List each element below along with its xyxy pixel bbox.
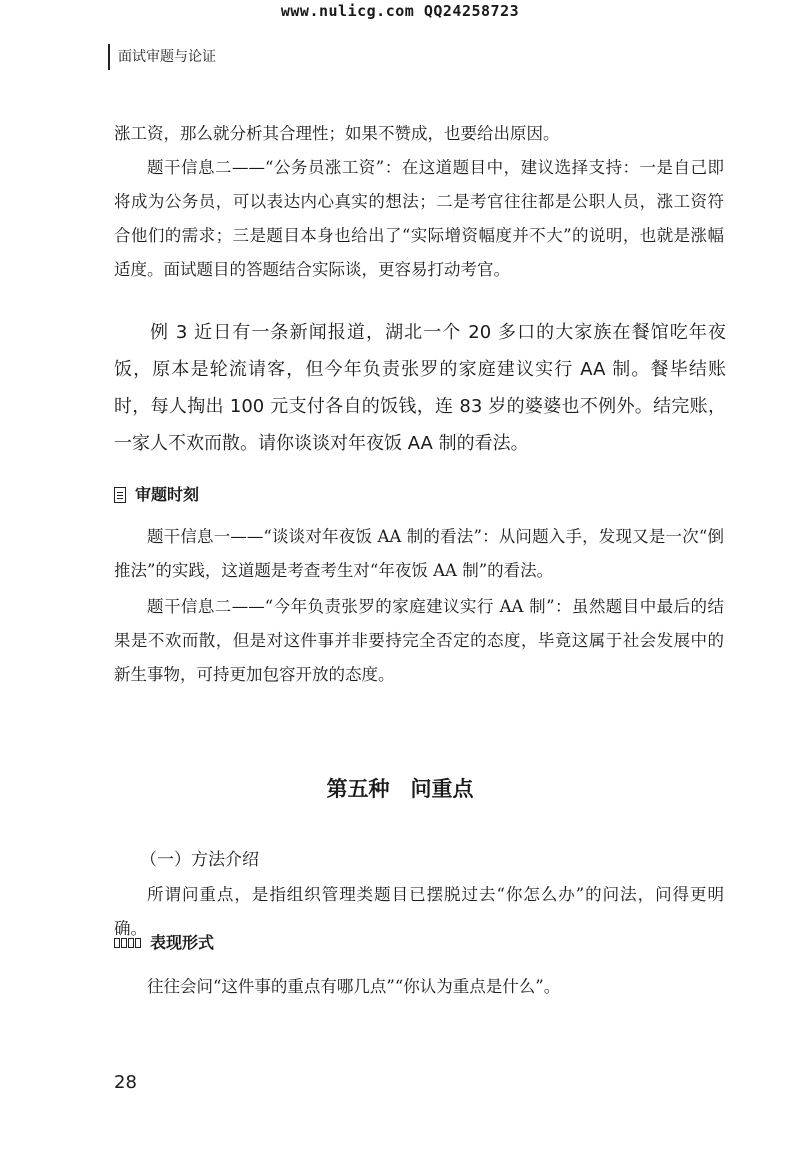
chapter-title: 第五种 问重点 — [326, 777, 474, 801]
paragraph-info-two-b: 题干信息二——“今年负责张罗的家庭建议实行 AA 制”：虽然题目中最后的结果是不欢而散，但是对这件事并非要持完全否定的态度，毕竟这属于社会发展中的新生事物，可持更加包容开放的态度。 — [114, 597, 724, 684]
paragraph-info-two: 题干信息二——“公务员涨工资”：在这道题目中，建议选择支持：一是自己即将成为公务员，可以表达内心真实的想法；二是考官往往都是公职人员，涨工资符合他们的需求；三是题目本身也给出了“实际增资幅度并不大”的说明，也就是涨幅适度。面试题目的答题结合实际谈，更容易打动考官。 — [114, 158, 724, 279]
form-heading — [114, 931, 214, 955]
paragraph-info-one-b: 题干信息一——“谈谈对年夜饭 AA 制的看法”：从问题入手，发现又是一次“倒推法”的实践，这道题是考查考生对“年夜饭 AA 制”的看法。 — [114, 527, 724, 580]
review-moment-label: 审题时刻 — [135, 485, 200, 504]
running-header: 面试审题与论证 — [108, 44, 216, 70]
form-text: 往往会问“这件事的重点有哪几点”“你认为重点是什么”。 — [147, 977, 561, 996]
document-icon — [114, 487, 126, 503]
form-icon — [114, 937, 142, 949]
example-3: 例 3 近日有一条新闻报道，湖北一个 20 多口的大家族在餐馆吃年夜饭，原本是轮流请客，但今年负责张罗的家庭建议实行 AA 制。餐毕结账时，每人掏出 100 元支付各自的饭钱，连 83 岁的婆婆也不例外。结完账，一家人不欢而散。请你谈谈对年夜饭 AA 制的看法。 — [114, 322, 726, 454]
subsection-heading: （一）方法介绍 — [140, 850, 259, 870]
form-label: 表现形式 — [150, 933, 215, 952]
paragraph-continuation: 涨工资，那么就分析其合理性；如果不赞成，也要给出原因。 — [114, 124, 560, 143]
watermark: www.nulicg.com QQ24258723 — [280, 2, 520, 20]
method-intro: 所谓问重点，是指组织管理类题目已摆脱过去“你怎么办”的问法，问得更明确。 — [114, 885, 724, 938]
page-number: 28 — [114, 1072, 137, 1093]
review-moment-heading — [114, 483, 199, 507]
